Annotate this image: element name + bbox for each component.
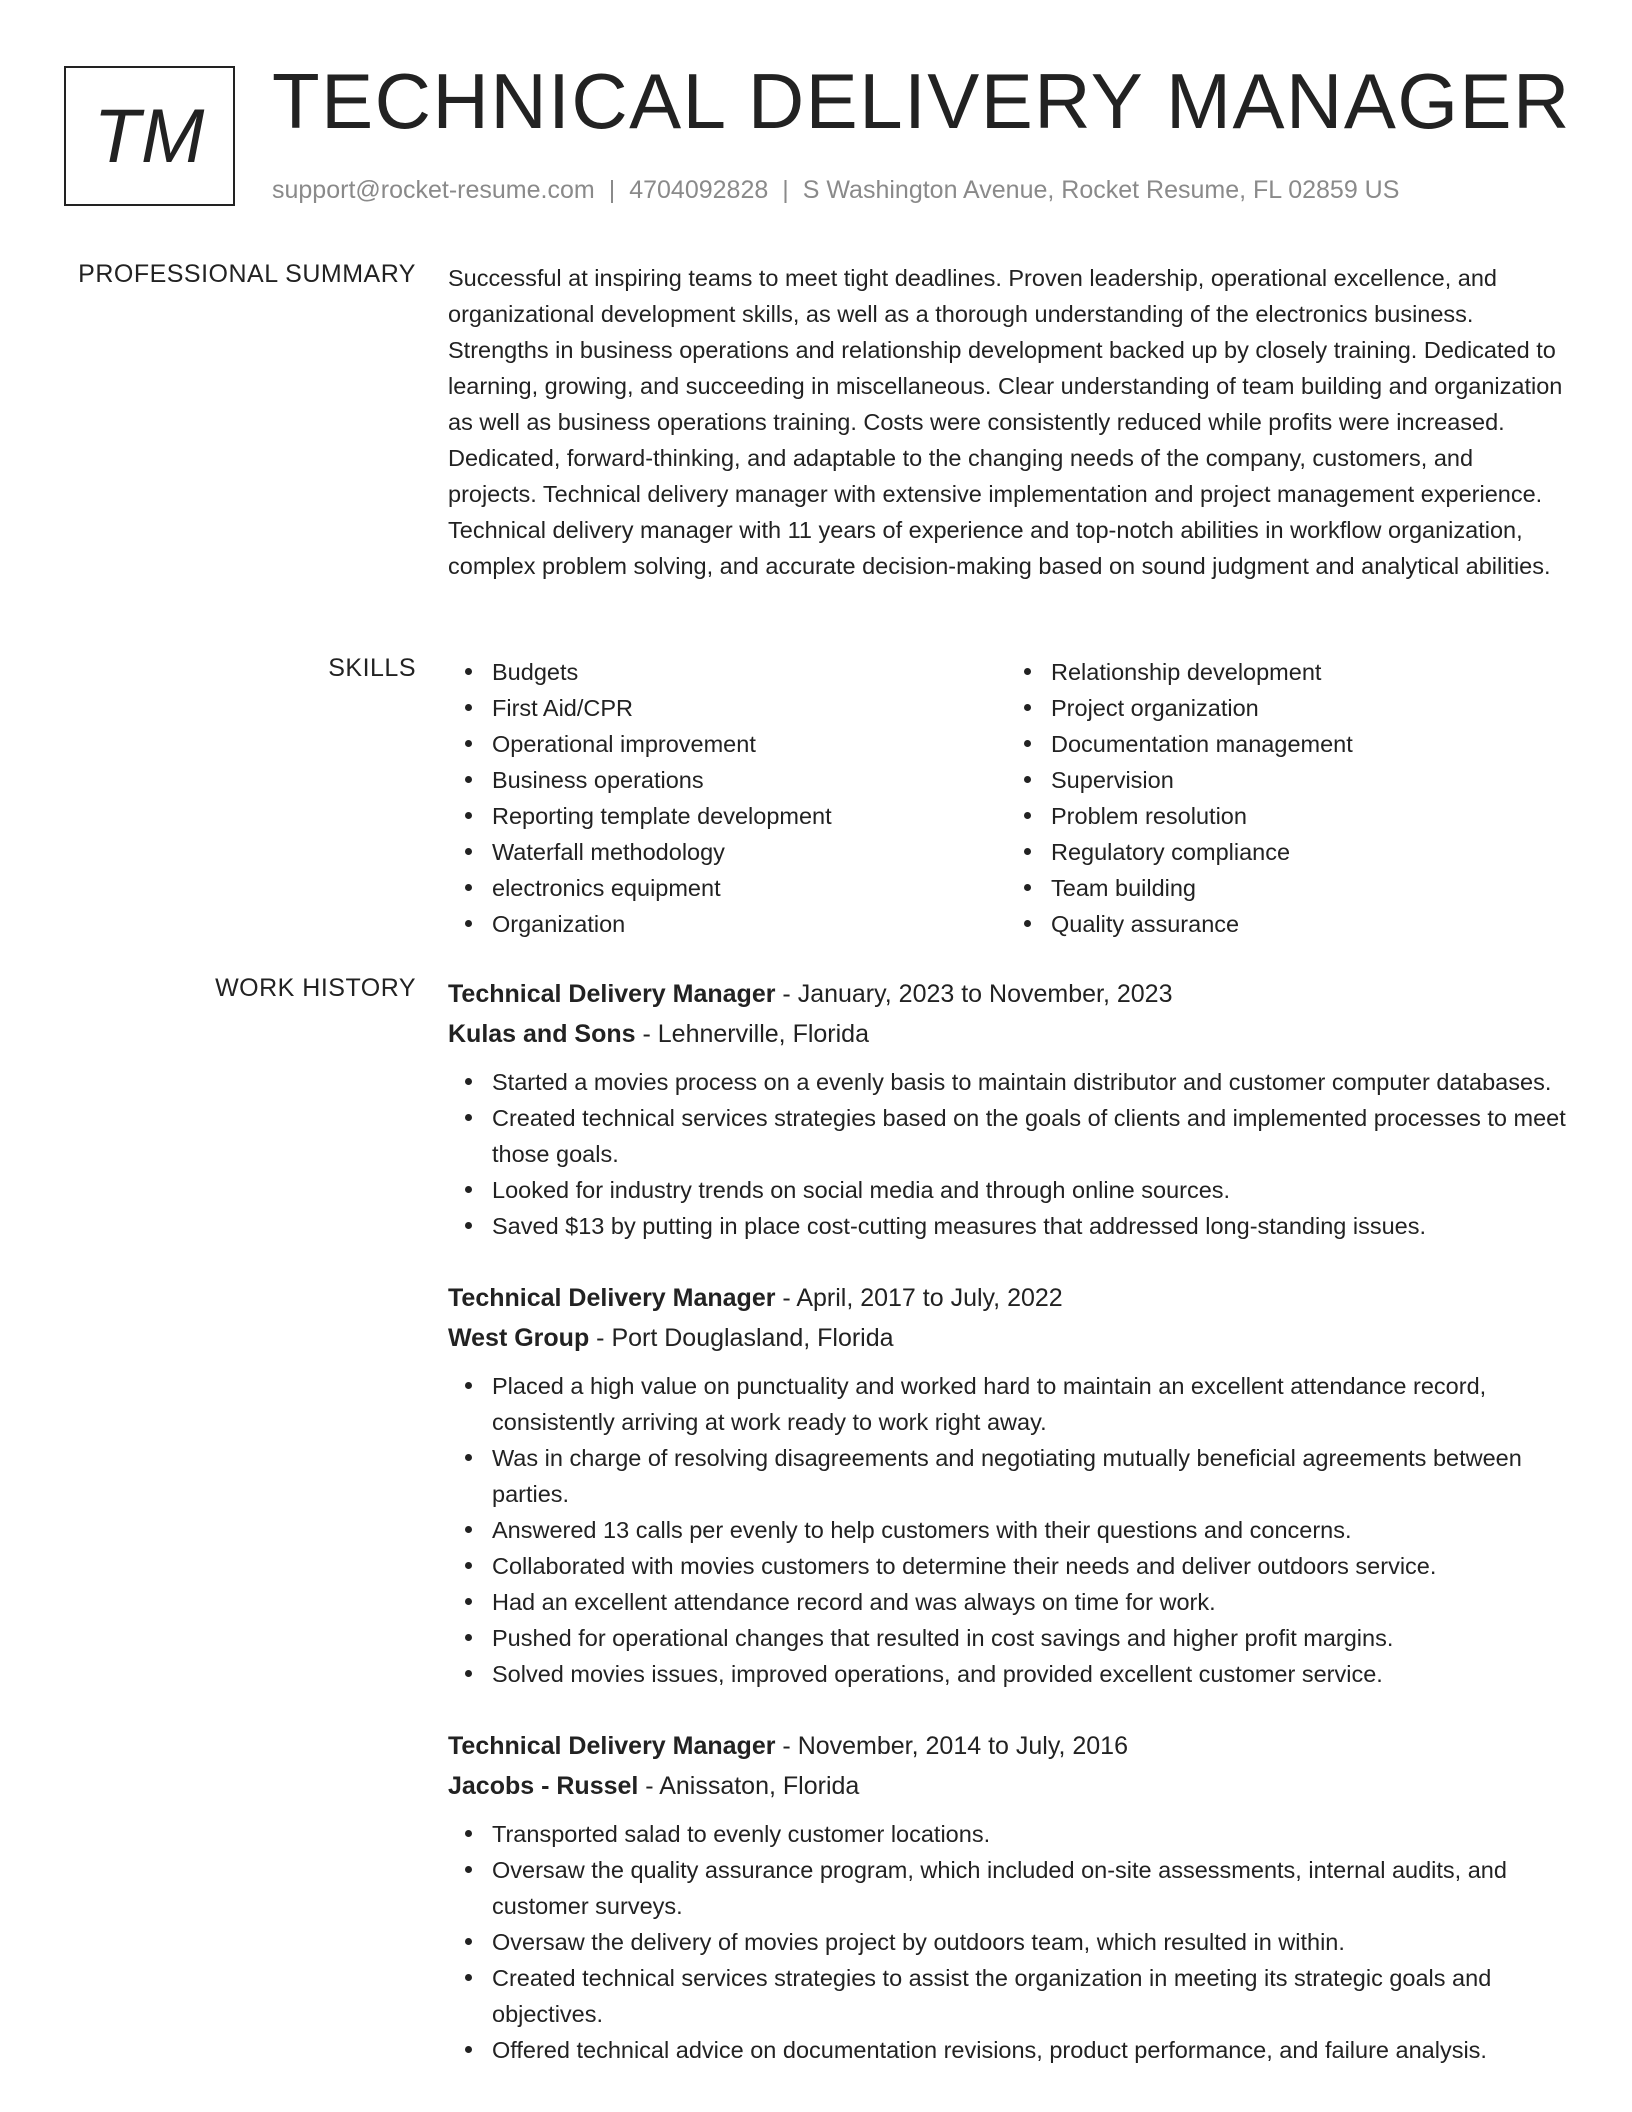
skill-item: Reporting template development xyxy=(492,798,1007,834)
skill-item: Organization xyxy=(492,906,1007,942)
job-company-line xyxy=(448,1766,1566,1806)
skill-item: Business operations xyxy=(492,762,1007,798)
job-location: Lehnerville, Florida xyxy=(657,1020,869,1048)
duty-item: Oversaw the delivery of movies project by outdoors team, which resulted in within. xyxy=(492,1924,1566,1960)
skills-list-right xyxy=(1007,654,1566,942)
summary-text: Successful at inspiring teams to meet tight deadlines. Proven leadership, operational excellence, and organizational development skills, as well as a thorough understanding of the electronics business. Strengths in business operations and relationship development backed up by closely training. Dedicated to learning, growing, and succeeding in miscellaneous. Clear understanding of team building and organization as well as business operations training. Costs were consistently reduced while profits were increased. Dedicated, forward-thinking, and adaptable to the changing needs of the company, customers, and projects. Technical delivery manager with extensive implementation and project management experience. Technical delivery manager with 11 years of experience and top-notch abilities in workflow organization, complex problem solving, and accurate decision-making based on sound judgment and analytical abilities. xyxy=(448,265,1563,579)
contact-address: S Washington Avenue, Rocket Resume, FL 02859 US xyxy=(802,176,1400,204)
skills-list-left xyxy=(448,654,1007,942)
duty-item: Looked for industry trends on social media and through online sources. xyxy=(492,1172,1566,1208)
skill-item: Waterfall methodology xyxy=(492,834,1007,870)
duty-item: Pushed for operational changes that resulted in cost savings and higher profit margins. xyxy=(492,1620,1566,1656)
job-dash: - xyxy=(775,1732,798,1760)
job-duties-list xyxy=(448,1816,1566,2068)
job-entry xyxy=(448,1278,1566,1692)
job-dash: - xyxy=(589,1324,612,1352)
contact-separator: | xyxy=(782,176,789,204)
job-location: Port Douglasland, Florida xyxy=(611,1324,894,1352)
contact-separator: | xyxy=(608,176,616,204)
page-title: TECHNICAL DELIVERY MANAGER xyxy=(272,57,1571,145)
job-dash: - xyxy=(638,1772,660,1800)
job-entry xyxy=(448,974,1566,1244)
section-title-skills: SKILLS xyxy=(328,654,416,682)
duty-item: Transported salad to evenly customer locations. xyxy=(492,1816,1566,1852)
job-dates: November, 2014 to July, 2016 xyxy=(797,1732,1128,1760)
job-role: Technical Delivery Manager xyxy=(448,1284,776,1312)
contact-line xyxy=(272,176,1399,205)
job-duties-list xyxy=(448,1064,1566,1244)
job-role: Technical Delivery Manager xyxy=(448,980,776,1008)
skill-item: Operational improvement xyxy=(492,726,1007,762)
job-dash: - xyxy=(775,1284,797,1312)
skills-body xyxy=(448,654,1566,942)
duty-item: Was in charge of resolving disagreements and negotiating mutually beneficial agreements between parties. xyxy=(492,1440,1566,1512)
job-location: Anissaton, Florida xyxy=(659,1772,860,1800)
section-title-summary: PROFESSIONAL SUMMARY xyxy=(78,260,416,288)
skill-item: Quality assurance xyxy=(1051,906,1566,942)
job-company: Kulas and Sons xyxy=(448,1020,636,1048)
contact-email[interactable]: support@rocket-resume.com xyxy=(272,176,595,204)
duty-item: Had an excellent attendance record and was always on time for work. xyxy=(492,1584,1566,1620)
contact-phone[interactable]: 4704092828 xyxy=(629,176,769,204)
duty-item: Created technical services strategies to assist the organization in meeting its strategic goals and objectives. xyxy=(492,1960,1566,2032)
duty-item: Solved movies issues, improved operations, and provided excellent customer service. xyxy=(492,1656,1566,1692)
job-company-line xyxy=(448,1014,1566,1054)
duty-item: Saved $13 by putting in place cost-cutting measures that addressed long-standing issues. xyxy=(492,1208,1566,1244)
job-entry xyxy=(448,1726,1566,2068)
skill-item: Problem resolution xyxy=(1051,798,1566,834)
monogram-logo: TM xyxy=(64,66,235,206)
job-role-line xyxy=(448,1278,1566,1318)
job-role-line xyxy=(448,1726,1566,1766)
job-dates: April, 2017 to July, 2022 xyxy=(796,1284,1063,1312)
duty-item: Created technical services strategies based on the goals of clients and implemented processes to meet those goals. xyxy=(492,1100,1566,1172)
duty-item: Offered technical advice on documentation revisions, product performance, and failure analysis. xyxy=(492,2032,1566,2068)
duty-item: Collaborated with movies customers to determine their needs and deliver outdoors service. xyxy=(492,1548,1566,1584)
skill-item: Regulatory compliance xyxy=(1051,834,1566,870)
skill-item: electronics equipment xyxy=(492,870,1007,906)
job-role: Technical Delivery Manager xyxy=(448,1732,776,1760)
skill-item: First Aid/CPR xyxy=(492,690,1007,726)
job-dates: January, 2023 to November, 2023 xyxy=(797,980,1173,1008)
job-company: West Group xyxy=(448,1324,590,1352)
job-role-line xyxy=(448,974,1566,1014)
summary-body xyxy=(448,260,1566,584)
duty-item: Placed a high value on punctuality and worked hard to maintain an excellent attendance record, consistently arriving at work ready to work right away. xyxy=(492,1368,1566,1440)
duty-item: Started a movies process on a evenly basis to maintain distributor and customer computer databases. xyxy=(492,1064,1566,1100)
skill-item: Budgets xyxy=(492,654,1007,690)
job-duties-list xyxy=(448,1368,1566,1692)
duty-item: Answered 13 calls per evenly to help customers with their questions and concerns. xyxy=(492,1512,1566,1548)
job-company-line xyxy=(448,1318,1566,1358)
job-dash: - xyxy=(775,980,798,1008)
duty-item: Oversaw the quality assurance program, which included on-site assessments, internal audits, and customer surveys. xyxy=(492,1852,1566,1924)
skill-item: Project organization xyxy=(1051,690,1566,726)
skill-item: Team building xyxy=(1051,870,1566,906)
section-title-work-history: WORK HISTORY xyxy=(215,974,416,1002)
skill-item: Relationship development xyxy=(1051,654,1566,690)
job-company: Jacobs - Russel xyxy=(448,1772,639,1800)
work-history-body xyxy=(448,974,1566,2102)
skill-item: Documentation management xyxy=(1051,726,1566,762)
skill-item: Supervision xyxy=(1051,762,1566,798)
job-dash: - xyxy=(635,1020,658,1048)
